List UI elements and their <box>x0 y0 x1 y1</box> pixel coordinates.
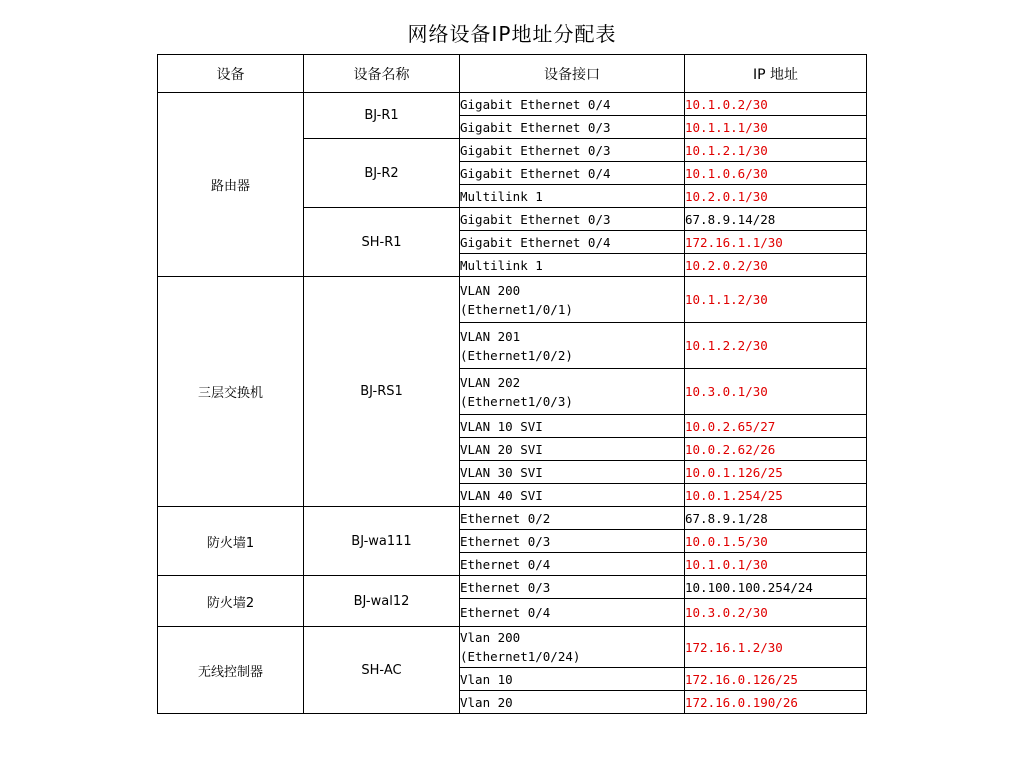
device-type-cell: 无线控制器 <box>158 627 304 714</box>
interface-line-1: VLAN 200 <box>460 282 521 298</box>
interface-cell: Ethernet 0/2 <box>460 507 685 530</box>
device-name-cell: BJ-wal12 <box>304 576 460 627</box>
header-device: 设备 <box>158 55 304 93</box>
ip-address-cell: 10.1.2.1/30 <box>685 139 867 162</box>
device-type-cell: 路由器 <box>158 93 304 277</box>
interface-line-1: Vlan 200 <box>460 630 521 645</box>
device-type-cell: 防火墙2 <box>158 576 304 627</box>
ip-address-cell: 10.1.0.1/30 <box>685 553 867 576</box>
interface-cell <box>460 277 685 323</box>
ip-address-cell: 10.0.1.254/25 <box>685 484 867 507</box>
ip-address-cell: 10.1.1.2/30 <box>685 277 867 323</box>
ip-address-cell: 10.100.100.254/24 <box>685 576 867 599</box>
table-row <box>158 277 867 323</box>
ip-address-cell: 67.8.9.14/28 <box>685 208 867 231</box>
ip-address-cell: 10.3.0.1/30 <box>685 369 867 415</box>
ip-address-cell: 10.0.2.65/27 <box>685 415 867 438</box>
ip-address-cell: 172.16.0.190/26 <box>685 691 867 714</box>
interface-line-2: (Ethernet1/0/3) <box>460 393 573 409</box>
ip-address-cell: 172.16.1.1/30 <box>685 231 867 254</box>
table-row <box>158 507 867 530</box>
table-body <box>158 93 867 714</box>
interface-line-2: (Ethernet1/0/1) <box>460 301 573 317</box>
ip-address-cell: 10.1.1.1/30 <box>685 116 867 139</box>
ip-address-cell: 172.16.0.126/25 <box>685 668 867 691</box>
interface-cell: VLAN 10 SVI <box>460 415 685 438</box>
interface-cell: Vlan 20 <box>460 691 685 714</box>
interface-cell: VLAN 40 SVI <box>460 484 685 507</box>
interface-cell: Ethernet 0/4 <box>460 553 685 576</box>
device-name-cell: BJ-R2 <box>304 139 460 208</box>
ip-address-cell: 10.1.0.2/30 <box>685 93 867 116</box>
ip-address-cell: 67.8.9.1/28 <box>685 507 867 530</box>
ip-allocation-table <box>157 54 867 714</box>
device-name-cell: BJ-wa111 <box>304 507 460 576</box>
interface-cell: Gigabit Ethernet 0/3 <box>460 116 685 139</box>
interface-cell <box>460 369 685 415</box>
interface-line-2: (Ethernet1/0/24) <box>460 649 581 664</box>
interface-cell: VLAN 30 SVI <box>460 461 685 484</box>
device-name-cell: SH-AC <box>304 627 460 714</box>
ip-address-cell: 172.16.1.2/30 <box>685 627 867 668</box>
interface-cell: Gigabit Ethernet 0/3 <box>460 208 685 231</box>
interface-cell: Gigabit Ethernet 0/3 <box>460 139 685 162</box>
device-name-cell: SH-R1 <box>304 208 460 277</box>
header-row <box>158 55 867 93</box>
ip-address-cell: 10.0.1.126/25 <box>685 461 867 484</box>
ip-address-cell: 10.1.2.2/30 <box>685 323 867 369</box>
interface-cell: Ethernet 0/3 <box>460 576 685 599</box>
table-row <box>158 93 867 116</box>
ip-address-cell: 10.0.2.62/26 <box>685 438 867 461</box>
interface-cell <box>460 323 685 369</box>
interface-cell <box>460 627 685 668</box>
interface-cell: Ethernet 0/4 <box>460 599 685 627</box>
ip-address-cell: 10.2.0.1/30 <box>685 185 867 208</box>
header-interface: 设备接口 <box>460 55 685 93</box>
interface-cell: Gigabit Ethernet 0/4 <box>460 162 685 185</box>
interface-cell: Multilink 1 <box>460 254 685 277</box>
page-title: 网络设备IP地址分配表 <box>407 22 617 46</box>
ip-address-cell: 10.0.1.5/30 <box>685 530 867 553</box>
interface-line-2: (Ethernet1/0/2) <box>460 347 573 363</box>
interface-cell: Vlan 10 <box>460 668 685 691</box>
interface-cell: Gigabit Ethernet 0/4 <box>460 93 685 116</box>
interface-cell: Ethernet 0/3 <box>460 530 685 553</box>
interface-cell: Multilink 1 <box>460 185 685 208</box>
table-row <box>158 576 867 599</box>
interface-cell: Gigabit Ethernet 0/4 <box>460 231 685 254</box>
ip-address-cell: 10.1.0.6/30 <box>685 162 867 185</box>
ip-address-cell: 10.3.0.2/30 <box>685 599 867 627</box>
device-name-cell: BJ-RS1 <box>304 277 460 507</box>
device-type-cell: 三层交换机 <box>158 277 304 507</box>
table-row <box>158 627 867 668</box>
header-device-name: 设备名称 <box>304 55 460 93</box>
interface-line-1: VLAN 201 <box>460 328 521 344</box>
device-type-cell: 防火墙1 <box>158 507 304 576</box>
interface-line-1: VLAN 202 <box>460 374 521 390</box>
ip-address-cell: 10.2.0.2/30 <box>685 254 867 277</box>
header-ip-address: IP 地址 <box>685 55 867 93</box>
device-name-cell: BJ-R1 <box>304 93 460 139</box>
interface-cell: VLAN 20 SVI <box>460 438 685 461</box>
